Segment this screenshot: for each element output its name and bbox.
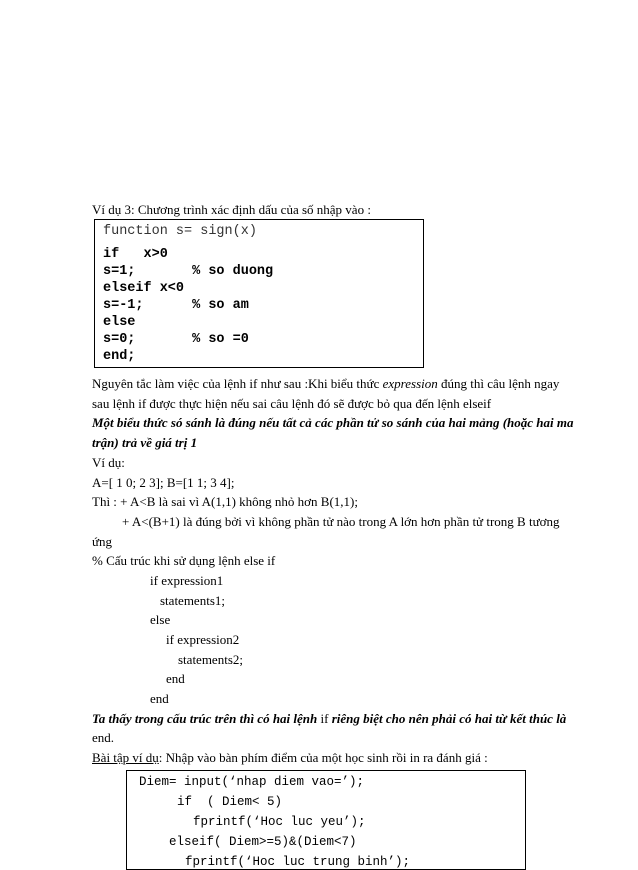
- code-line: s=0; % so =0: [103, 332, 249, 347]
- exercise-line: [92, 750, 488, 766]
- example-label: Ví dụ:: [92, 455, 125, 470]
- code-line: elseif x<0: [103, 281, 185, 296]
- code-line: fprintf(‘Hoc luc yeu’);: [193, 815, 366, 829]
- conclusion-text: Ta thấy trong cấu trúc trên thì có hai lệnh: [92, 711, 318, 726]
- code-line: Diem= input(‘nhap diem vao=’);: [139, 775, 365, 789]
- structure-line: else: [150, 612, 171, 627]
- code-block-sign-function: [94, 219, 424, 368]
- example3-title: Ví dụ 3: Chương trình xác định dấu của số nhập vào :: [92, 202, 371, 217]
- if-keyword: if: [317, 711, 332, 726]
- code-line: end;: [103, 349, 136, 364]
- structure-line: if expression1: [150, 573, 224, 588]
- matrix-definition: A=[ 1 0; 2 3]; B=[1 1; 3 4];: [92, 475, 235, 490]
- code-line: else: [103, 315, 136, 330]
- principle-text: đúng thì câu lệnh ngay: [437, 376, 560, 391]
- conclusion-end-word: end.: [92, 730, 115, 745]
- then-line-2: + A<(B+1) là đúng bởi vì không phần tử nào trong A lớn hơn phần tử trong B tương: [122, 514, 560, 529]
- code-line: fprintf(‘Hoc luc trung binh’);: [185, 855, 411, 869]
- structure-line: if expression2: [166, 632, 240, 647]
- code-line: elseif( Diem>=5)&(Diem<7): [169, 835, 357, 849]
- code-line: s=-1; % so am: [103, 298, 249, 313]
- compare-note-line-2: trận) trả về giá trị 1: [92, 435, 198, 450]
- structure-title: % Cấu trúc khi sử dụng lệnh else if: [92, 553, 276, 568]
- structure-line: statements2;: [178, 652, 243, 667]
- structure-line: end: [150, 691, 169, 706]
- principle-line-2: sau lệnh if được thực hiện nếu sai câu lệnh đó sẽ được bỏ qua đến lệnh elseif: [92, 396, 492, 411]
- code-line: s=1; % so duong: [103, 264, 274, 279]
- then-line-1: Thì : + A<B là sai vì A(1,1) không nhỏ hơn B(1,1);: [92, 494, 358, 509]
- principle-line-1: [92, 376, 559, 392]
- code-line: if x>0: [103, 247, 168, 262]
- code-line: if ( Diem< 5): [177, 795, 283, 809]
- code-block-grade-program: [126, 770, 526, 870]
- exercise-text: : Nhập vào bàn phím điểm của một học sinh rồi in ra đánh giá :: [158, 750, 488, 765]
- conclusion-text: riêng biệt cho nên phải có hai từ kết thúc là: [331, 711, 567, 726]
- principle-text: Nguyên tắc làm việc của lệnh if như sau :Khi biểu thức: [92, 376, 383, 391]
- structure-line: statements1;: [160, 593, 225, 608]
- compare-note-line-1: Một biểu thức só sánh là đúng nếu tất cả các phần tử so sánh của hai mảng (hoặc hai ma: [92, 415, 574, 430]
- then-line-3: ứng: [92, 534, 113, 549]
- expression-term: expression: [382, 376, 438, 391]
- conclusion-line-1: [92, 711, 566, 727]
- structure-line: end: [166, 671, 185, 686]
- exercise-label: Bài tập ví dụ: [92, 750, 159, 765]
- code-line: function s= sign(x): [103, 224, 257, 239]
